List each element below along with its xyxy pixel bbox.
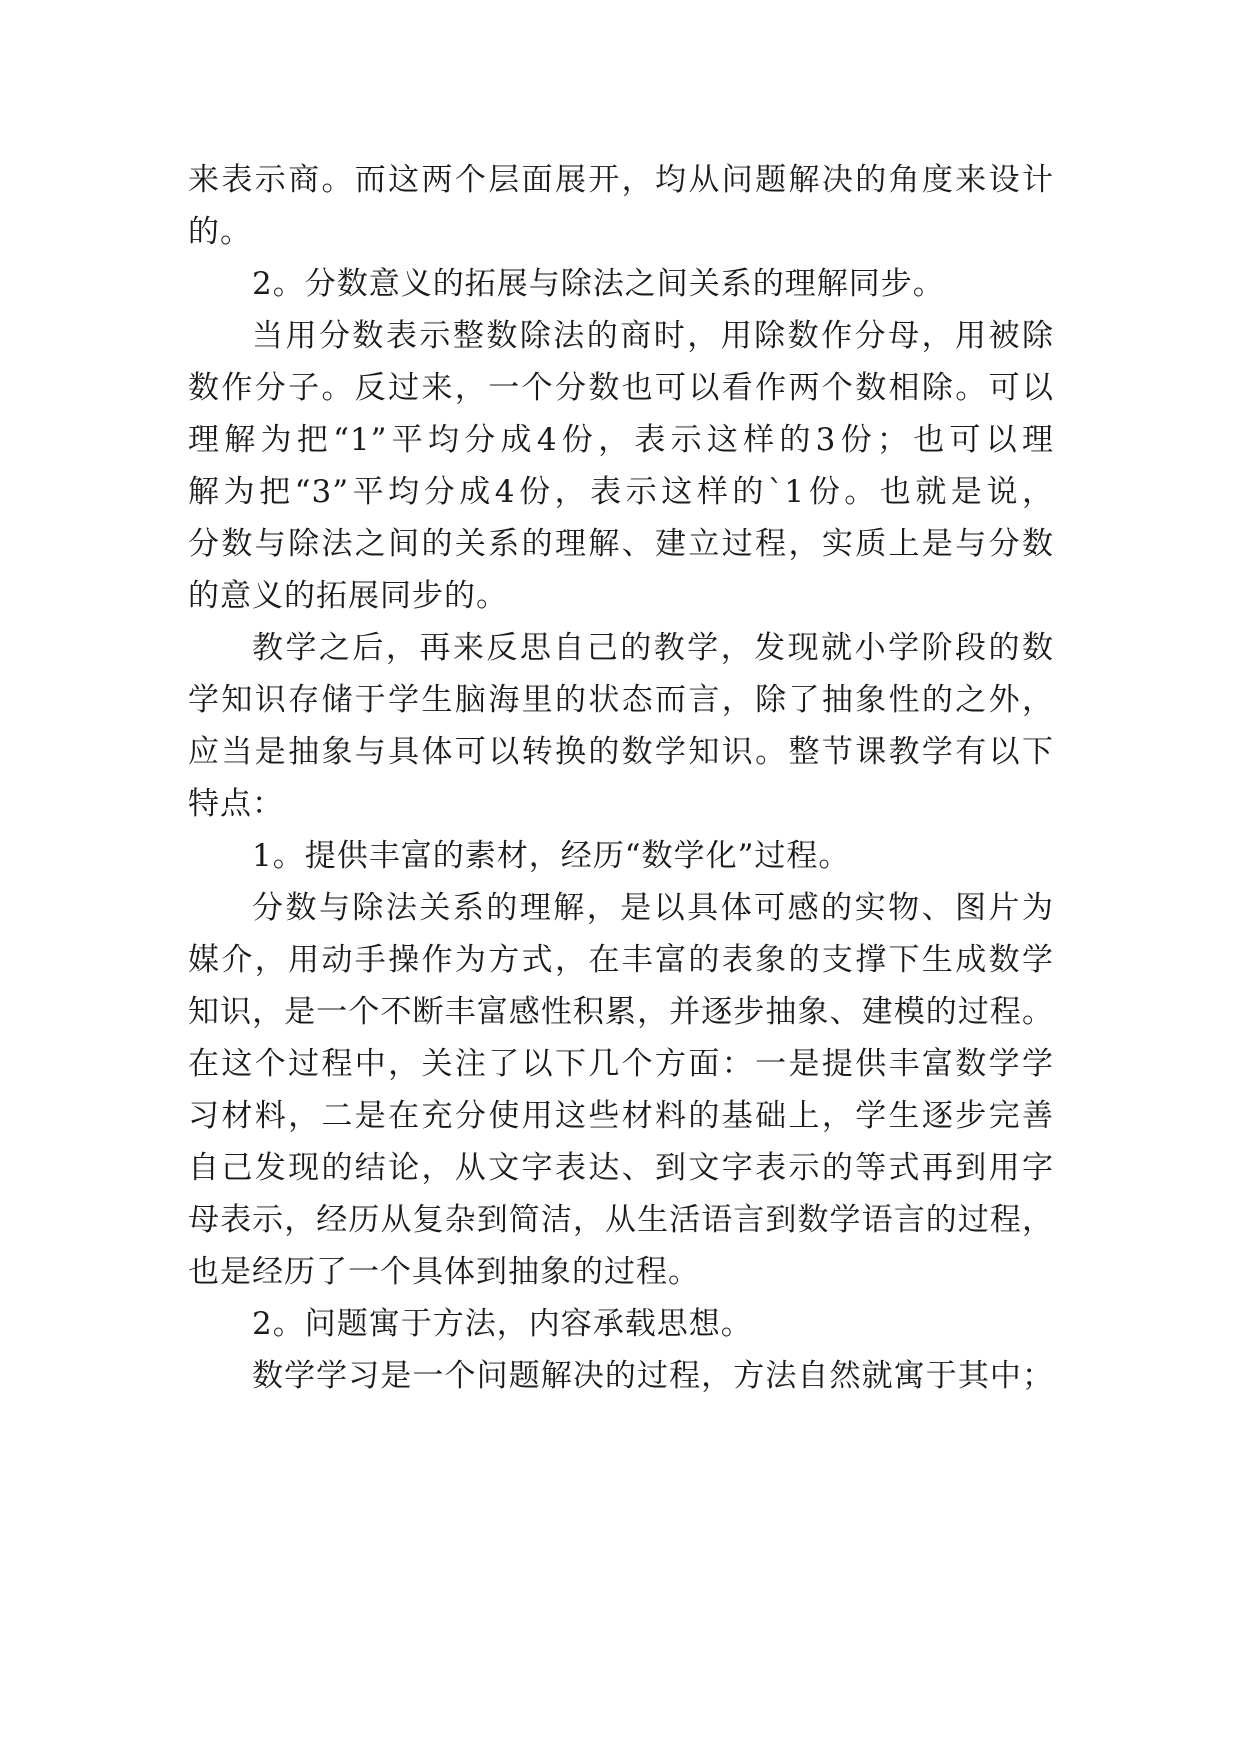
text-line: 知识，是一个不断丰富感性积累，并逐步抽象、建模的过程。: [188, 994, 1054, 1030]
text-line: 理解为把“1”平均分成4份，表示这样的3份；也可以理: [188, 422, 1054, 458]
subheading: 2。问题寓于方法，内容承载思想。: [252, 1306, 753, 1342]
text-line: 的。: [188, 214, 252, 250]
subheading: 1。提供丰富的素材，经历“数学化”过程。: [252, 838, 851, 874]
text-line: 分数与除法关系的理解，是以具体可感的实物、图片为: [252, 890, 1054, 926]
text-line: 教学之后，再来反思自己的教学，发现就小学阶段的数: [252, 630, 1054, 666]
text-line: 分数与除法之间的关系的理解、建立过程，实质上是与分数: [188, 526, 1054, 562]
text-line: 也是经历了一个具体到抽象的过程。: [188, 1254, 700, 1290]
text-line: 数作分子。反过来，一个分数也可以看作两个数相除。可以: [188, 370, 1054, 406]
text-line: 来表示商。而这两个层面展开，均从问题解决的角度来设计: [188, 162, 1054, 198]
text-line: 应当是抽象与具体可以转换的数学知识。整节课教学有以下: [188, 734, 1054, 770]
text-line: 学知识存储于学生脑海里的状态而言，除了抽象性的之外，: [188, 682, 1054, 718]
text-line: 当用分数表示整数除法的商时，用除数作分母，用被除: [252, 318, 1054, 354]
text-line: 特点：: [188, 786, 284, 822]
text-line: 媒介，用动手操作为方式，在丰富的表象的支撑下生成数学: [188, 942, 1054, 978]
text-line: 习材料，二是在充分使用这些材料的基础上，学生逐步完善: [188, 1098, 1054, 1134]
subheading: 2。分数意义的拓展与除法之间关系的理解同步。: [252, 266, 945, 302]
text-line: 的意义的拓展同步的。: [188, 578, 508, 614]
text-line: 解为把“3”平均分成4份，表示这样的`1份。也就是说，: [188, 474, 1054, 510]
text-line: 在这个过程中，关注了以下几个方面：一是提供丰富数学学: [188, 1046, 1054, 1082]
text-line: 母表示，经历从复杂到简洁，从生活语言到数学语言的过程，: [188, 1202, 1054, 1238]
text-line: 自己发现的结论，从文字表达、到文字表示的等式再到用字: [188, 1150, 1054, 1186]
text-line: 数学学习是一个问题解决的过程，方法自然就寓于其中；: [252, 1358, 1054, 1394]
